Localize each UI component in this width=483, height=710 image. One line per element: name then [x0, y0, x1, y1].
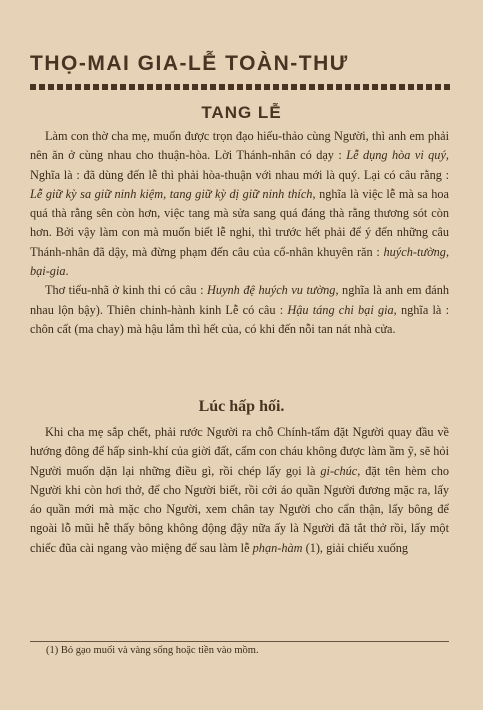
footnote-divider: [30, 641, 449, 642]
p3-text-3: (1), giải chiếu xuống: [305, 540, 409, 555]
p2-text-3: , nghĩa là : chôn cất (ma chay) mà hậu lắm thì hết của, có khi đến nỗi tan nát nhà cửa.: [30, 302, 449, 336]
book-header-title: THỌ-MAI GIA-LỄ TOÀN-THƯ: [30, 52, 349, 75]
footnote: (1) Bỏ gạo muối và vàng sống hoặc tiền vào mồm.: [46, 645, 259, 656]
p3-italic-1: gi-chúc: [320, 463, 358, 478]
paragraph-3: [30, 423, 449, 558]
section-title: TANG LỄ: [201, 103, 282, 122]
p1-italic-2: Lễ giữ kỳ sa giữ ninh kiệm, tang giữ kỳ dị giữ ninh thích: [30, 186, 313, 201]
p1-italic-1: Lễ dụng hòa vi quý: [346, 148, 446, 163]
p2-text-2: , nghĩa là anh em đánh nhau lộn bậy). Thiên chinh-hành kinh Lễ có câu :: [30, 283, 450, 317]
p1-italic-3: huých-tường, bại-gia: [30, 244, 450, 279]
p1-text-1: Làm con thờ cha mẹ, muốn được trọn đạo hiếu-thảo cùng Người, thì anh em phải nên ăn ở cùng nhau cho thuận-hòa. Lời Thánh-nhân có dạy :: [30, 129, 449, 163]
p2-text-1: Thơ tiểu-nhã ở kinh thi có câu :: [45, 283, 204, 298]
p1-text-3: , nghĩa là việc lễ mà sa hoa quá thà rằng sên còn hơn, việc tang mà sửa sang quá đáng thà rằng thương sót còn hơn. Bởi vậy làm con mà muốn biết lễ nghi, thì trước hết phải để ý đến những câu Thánh-nhân đã dậy, mà đừng phạm đến câu của cổ-nhân khuyên răn :: [30, 186, 449, 259]
body-text-2: [30, 423, 449, 558]
p1-text-4: .: [65, 264, 69, 279]
paragraph-1: [30, 127, 449, 281]
p2-italic-2: Hậu táng chi bại gia: [287, 302, 394, 317]
p3-italic-2: phạn-hàm: [252, 540, 303, 555]
body-text: [30, 127, 449, 339]
p3-text-2: , đặt tên hèm cho Người khi còn hơi thở, để cho Người biết, rồi cởi áo quần Người đương mặc ra, lấy áo quần mới mà mặc cho Người, xem chân tay Người cho cẩn thận, lấy bông để ngoài lỗ mũi hễ thấy bông không động đậy nữa ấy là Người đã tắt thở rồi, lấy một chiếc đũa cài ngang vào miệng để sau làm lễ: [30, 463, 450, 555]
subsection-title: Lúc hấp hối.: [198, 398, 285, 415]
paragraph-2: [30, 281, 449, 339]
p2-italic-1: Huynh đệ huých vu tường: [207, 283, 336, 298]
p3-text-1: Khi cha mẹ sắp chết, phải rước Người ra chỗ Chính-tẩm đặt Người quay đầu về hướng đông để hấp sinh-khí của giời đất, cấm con cháu không được làm ầm ỹ, sẽ hỏi Người muốn dặn lại những điều gì, rồi chép lấy gọi là: [30, 425, 449, 478]
ornamental-divider: [30, 84, 450, 90]
p1-text-2: , Nghĩa là : đã dùng đến lễ thì phải hòa-thuận với nhau mới là quý. Lại có câu rằng :: [30, 148, 449, 182]
